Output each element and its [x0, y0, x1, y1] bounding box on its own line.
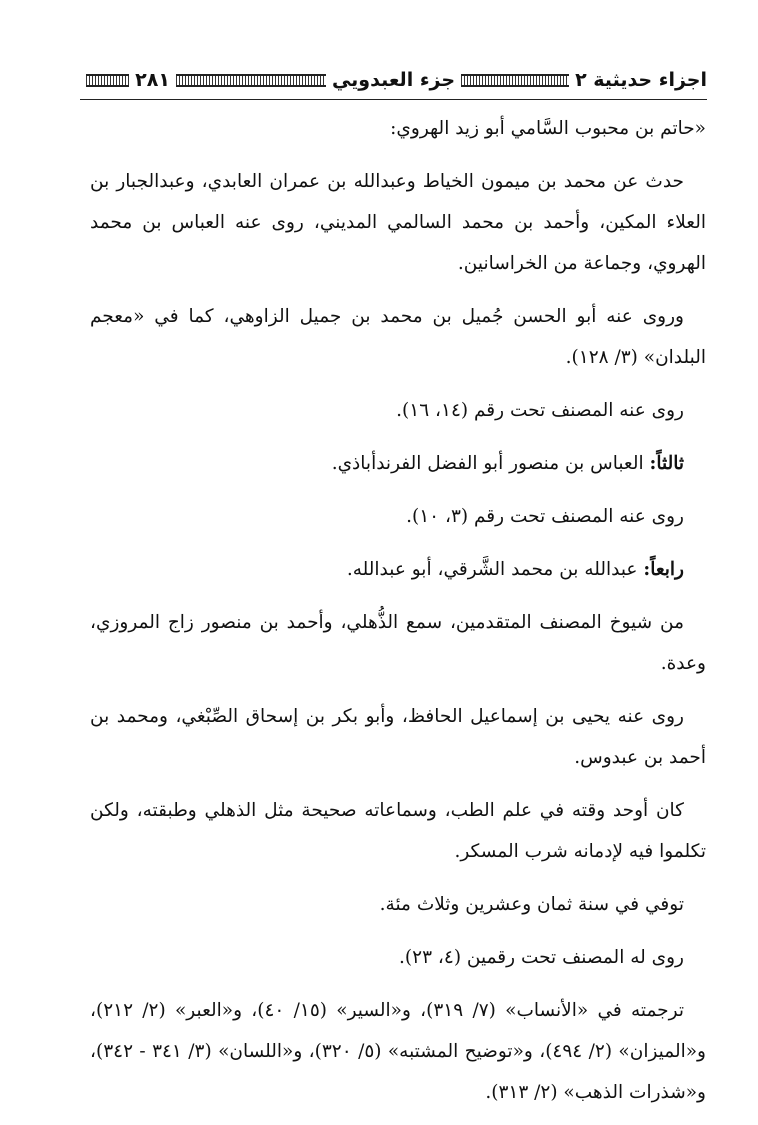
- paragraph-text: روى عنه المصنف تحت رقم (٣، ١٠).: [406, 506, 684, 527]
- paragraph: [90, 884, 706, 925]
- paragraph-text: ترجمته في «الأنساب» (٧/ ٣١٩)، و«السير» (١٥/ ٤٠)، و«العبر» (٢/ ٢١٢)، و«الميزان» (٢/ ٤٩٤)، و«توضيح المشتبه» (٥/ ٣٢٠)، و«اللسان» (٣/ ٣٤١ - ٣٤٢)، و«شذرات الذهب» (٢/ ٣١٣).: [90, 1000, 706, 1103]
- paragraph-text: العباس بن منصور أبو الفضل الفرندأباذي.: [331, 453, 644, 474]
- header-ornament-bar: [461, 74, 569, 87]
- header-ornament-bar: [176, 74, 326, 87]
- body-text: [90, 108, 706, 1125]
- paragraph: [90, 296, 706, 378]
- paragraph-text: حدث عن محمد بن ميمون الخياط وعبدالله بن عمران العابدي، وعبدالجبار بن العلاء المكين، وأحمد بن محمد السالمي المديني، روى عنه العباس بن محمد الهروي، وجماعة من الخراسانين.: [90, 171, 706, 274]
- paragraph: [90, 790, 706, 872]
- paragraph: [90, 937, 706, 978]
- page-number: ٢٨١: [135, 68, 170, 91]
- paragraph-text: روى عنه المصنف تحت رقم (١٤، ١٦).: [396, 400, 684, 421]
- section-label: ثالثاً:: [649, 453, 684, 474]
- paragraph-text: «حاتم بن محبوب السَّامي أبو زيد الهروي:: [390, 118, 706, 139]
- header-ornament-bar: [86, 74, 129, 87]
- paragraph: [90, 696, 706, 778]
- paragraph-text: روى له المصنف تحت رقمين (٤، ٢٣).: [399, 947, 684, 968]
- paragraph: [90, 108, 706, 149]
- book-title: اجزاء حديثية ٢: [575, 68, 707, 91]
- paragraph: [90, 161, 706, 284]
- book-subtitle: جزء العبدويي: [331, 68, 456, 91]
- section-label: رابعاً:: [643, 559, 684, 580]
- paragraph-text: توفي في سنة ثمان وعشرين وثلاث مئة.: [379, 894, 684, 915]
- paragraph: [90, 602, 706, 684]
- paragraph-text: وروى عنه أبو الحسن جُميل بن محمد بن جميل الزاوهي، كما في «معجم البلدان» (٣/ ١٢٨).: [90, 306, 706, 368]
- header-rule: [80, 99, 707, 100]
- paragraph-text: عبدالله بن محمد الشَّرقي، أبو عبدالله.: [346, 559, 638, 580]
- paragraph: [90, 496, 706, 537]
- paragraph-text: من شيوخ المصنف المتقدمين، سمع الذُّهلي، وأحمد بن منصور زاج المروزي، وعدة.: [90, 612, 706, 674]
- paragraph: [90, 549, 706, 590]
- paragraph-text: روى عنه يحيى بن إسماعيل الحافظ، وأبو بكر بن إسحاق الصِّبْغي، ومحمد بن أحمد بن عبدوس.: [90, 706, 706, 768]
- paragraph: [90, 990, 706, 1113]
- running-header: [80, 62, 707, 98]
- paragraph: [90, 443, 706, 484]
- paragraph: [90, 390, 706, 431]
- paragraph-text: كان أوحد وقته في علم الطب، وسماعاته صحيحة مثل الذهلي وطبقته، ولكن تكلموا فيه لإدمانه شرب المسكر.: [90, 800, 706, 862]
